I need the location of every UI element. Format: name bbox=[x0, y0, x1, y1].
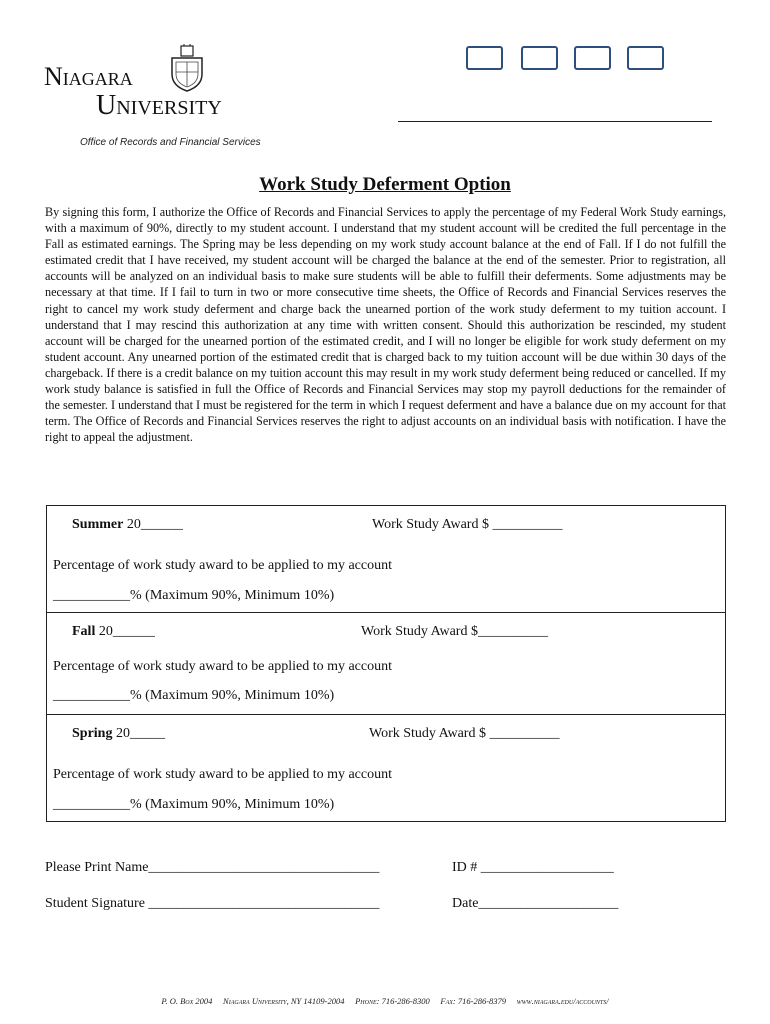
form-title: Work Study Deferment Option bbox=[259, 174, 511, 195]
term-label: Summer 20______ bbox=[72, 517, 183, 532]
student-id-line[interactable] bbox=[398, 121, 712, 122]
id-box[interactable] bbox=[574, 46, 611, 70]
logo-niagara-text: Niagara bbox=[44, 62, 133, 91]
percentage-field[interactable]: ___________% (Maximum 90%, Minimum 10%) bbox=[53, 797, 335, 812]
term-label: Fall 20______ bbox=[72, 624, 155, 639]
university-logo bbox=[44, 42, 284, 124]
percentage-label: Percentage of work study award to be applied to my account bbox=[53, 659, 393, 674]
award-field[interactable]: Work Study Award $__________ bbox=[361, 624, 548, 639]
percentage-label: Percentage of work study award to be applied to my account bbox=[53, 767, 393, 782]
award-field[interactable]: Work Study Award $ __________ bbox=[372, 517, 563, 532]
id-box[interactable] bbox=[466, 46, 503, 70]
section-spring bbox=[47, 714, 725, 822]
date-field[interactable]: Date____________________ bbox=[452, 896, 619, 911]
logo-university-text: University bbox=[96, 90, 222, 121]
id-box[interactable] bbox=[627, 46, 664, 70]
section-summer bbox=[47, 506, 725, 612]
signature-field[interactable]: Student Signature _________________________________ bbox=[45, 896, 380, 911]
section-fall bbox=[47, 612, 725, 715]
footer-address: P. O. Box 2004 Niagara University, NY 14109-2004 Phone: 716-286-8300 Fax: 716-286-8379 www.niagara.edu/accounts/ bbox=[161, 996, 609, 1006]
award-field[interactable]: Work Study Award $ __________ bbox=[369, 726, 560, 741]
percentage-label: Percentage of work study award to be applied to my account bbox=[53, 558, 393, 573]
id-boxes bbox=[466, 46, 666, 70]
authorization-text: By signing this form, I authorize the Office of Records and Financial Services to apply the percentage of my Federal Work Study earnings, with a maximum of 90%, directly to my student account. I understand that my student account will be credited the full percentage in the Fall as estimated earnings. The Spring may be less depending on my work study account balance at the end of Fall. If I do not fulfill the estimated credit that I have received, my student account will be charged the balance at the end of the semester. Prior to registration, all accounts will be analyzed on an individual basis to make sure students will be able to fulfill their deferments. Some adjustments may be necessary at that time. If I fail to turn in two or more consecutive time sheets, the Office of Records and Financial Services reserves the right to cancel my work study deferment and charge back the unearned portion of the work study deferment to my tuition account. I understand that I may rescind this authorization at any time with written consent. Should this authorization be rescinded, my student account will be charged for the unearned portion of the estimated credit, and I will no longer be eligible for work study deferment on my student account. Any unearned portion of the estimated credit that is charged back to my tuition account will be due within 30 days of the chargeback. If there is a credit balance on my tuition account this may result in my work study deferment being reduced or cancelled. If my work study balance is satisfied in full the Office of Records and Financial Services may stop my payroll deductions for the remainder of the semester. I understand that I must be registered for the term in which I request deferment and have a balance due on my account for that term. The Office of Records and Financial Services reserves the right to adjust accounts on an individual basis with notification. I have the right to appeal the adjustment. bbox=[45, 205, 726, 445]
print-name-field[interactable]: Please Print Name_________________________________ bbox=[45, 860, 380, 875]
percentage-field[interactable]: ___________% (Maximum 90%, Minimum 10%) bbox=[53, 588, 335, 603]
crest-icon bbox=[166, 44, 208, 92]
deferment-table bbox=[46, 505, 726, 822]
id-number-field[interactable]: ID # ___________________ bbox=[452, 860, 614, 875]
id-box[interactable] bbox=[521, 46, 558, 70]
office-name: Office of Records and Financial Services bbox=[80, 137, 261, 148]
term-label: Spring 20_____ bbox=[72, 726, 165, 741]
percentage-field[interactable]: ___________% (Maximum 90%, Minimum 10%) bbox=[53, 688, 335, 703]
